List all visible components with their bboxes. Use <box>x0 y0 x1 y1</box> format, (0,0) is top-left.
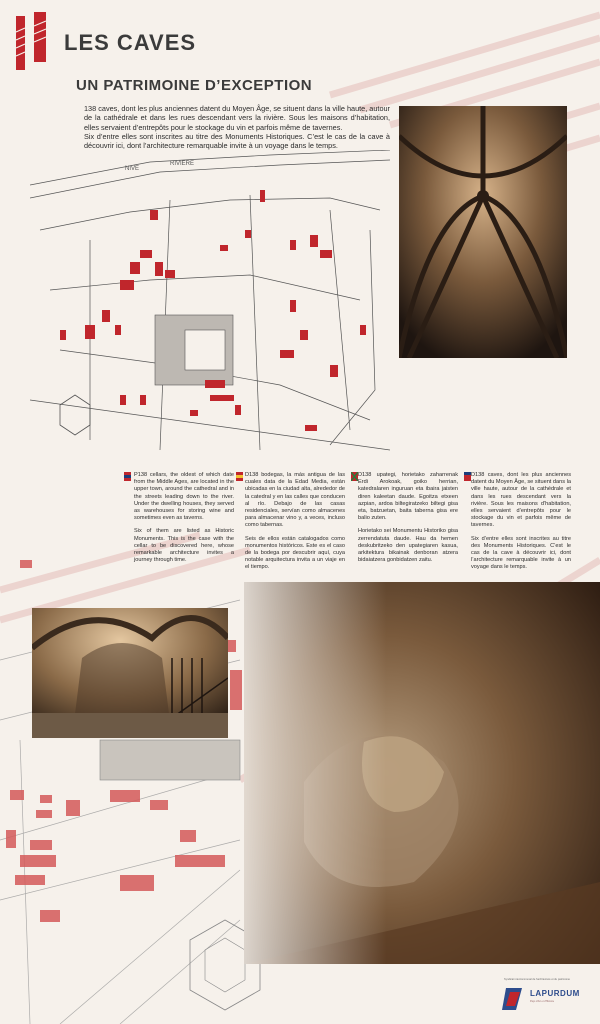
intro-text <box>84 104 390 150</box>
flag-es-icon <box>236 472 243 481</box>
brand-tagline: Syndicat intercommunal de l'architecture et du patrimoine <box>504 978 570 981</box>
text-en-p2: Six of them are listed as Historic Monuments. This is the case with the cellar to be discovered here, whose remarkable architecture invites a journey through time. <box>134 528 234 564</box>
flag-en-icon <box>124 472 131 481</box>
brand-name: LAPURDUM <box>530 989 580 998</box>
page-subtitle: UN PATRIMOINE D’EXCEPTION <box>76 77 313 94</box>
flag-eu-icon <box>351 472 358 481</box>
brand-subline: Pays d'Art et d'Histoire <box>530 1000 555 1003</box>
cellar-photo <box>32 608 228 738</box>
text-fr-p1: D138 caves, dont les plus anciennes datent du Moyen Âge, se situent dans la ville haute, autour de la cathédrale et dans les rues descendant vers la rivière. Sous les maisons d’habitation, elles servaient d’entrepôts pour le stockage du vin et parfois même de tavernes. <box>471 472 571 529</box>
text-en-p1: P138 cellars, the oldest of which date from the Middle Ages, are located in the upper town, around the cathedral and in the streets leading down to the river. Under the dwelling houses, they served as warehouses for storing wine and sometimes even as taverns. <box>134 472 234 522</box>
text-eu-p1: D138 upategi, horietako zaharrenak Erdi Arokoak, goiko herrian, katedralaren inguruan eta ibaira jaisten diren kaleetan daude. Egoitza etxeen azpian, ardoa biltegiratzeko biltegi gisa eta, batzuetan, baita taberna gisa ere balio zuten. <box>358 472 458 522</box>
town-map <box>30 150 390 460</box>
logo-mark <box>14 12 48 70</box>
intro-paragraph-2: Six d’entre elles sont inscrites au titre des Monuments Historiques. C’est le cas de la cave à découvrir ici, dont l’architecture remarquable invite à un voyage dans le temps. <box>84 131 390 151</box>
text-fr-p2: Six d’entre elles sont inscrites au titre des Monuments Historiques. C’est le cas de la cave à découvrir ici, dont l’architecture remarquable invite à un voyage dans le temps. <box>471 535 571 571</box>
map-label-nive: NIVE <box>125 166 140 172</box>
flag-fr-icon <box>464 472 471 481</box>
stone-detail-photo <box>244 582 600 964</box>
text-es-p1: D138 bodegas, la más antigua de las cuales data de la Edad Media, están ubicadas en la ciudad alta, alrededor de la catedral y en las calles que conducen al río. Debajo de las casas residenciales, servían como almacenes para almacenar vino y, a veces, incluso como tabernas. <box>245 472 345 529</box>
page-title: LES CAVES <box>64 30 197 55</box>
text-es-p2: Seis de ellos están catalogados como monumentos históricos. Este es el caso de la bodega por descubrir aquí, cuya notable arquitectura invita a un viaje en el tiempo. <box>245 535 345 571</box>
text-eu-p2: Horietako sei Monumentu Historiko gisa zerrendatuta daude. Hau da hemen deskubritzeko den upategiaren kasua, arkitektura bikainak denboran atzera bidaiatzera gonbidatzen zaitu. <box>358 528 458 564</box>
vault-ceiling-photo <box>399 106 567 358</box>
intro-paragraph-1: 138 caves, dont les plus anciennes datent du Moyen Âge, se situent dans la ville haute, autour de la cathédrale et dans les rues descendant vers la rivière. Sous les maisons d’habitation, elles servaient d’entrepôts pour le stockage du vin et parfois même de tavernes. <box>84 104 390 132</box>
map-label-riviere: RIVIERE <box>170 161 195 167</box>
